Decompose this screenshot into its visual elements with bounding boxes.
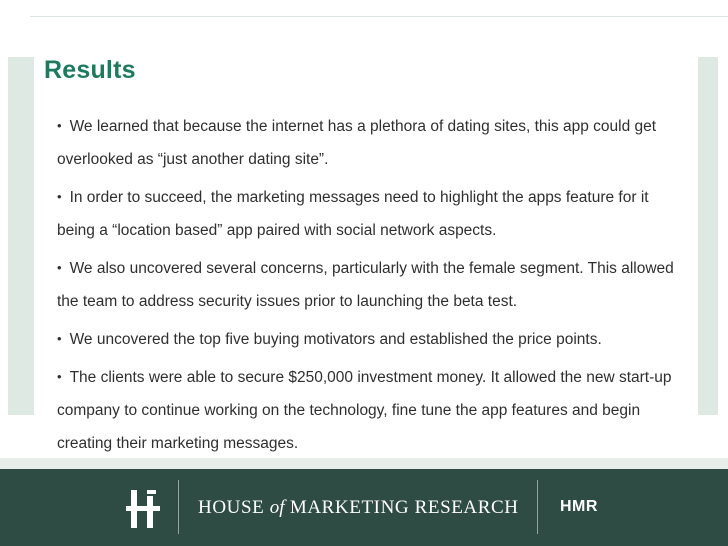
brand-name-part2: MARKETING RESEARCH (289, 497, 519, 518)
bullet-item (57, 109, 687, 176)
bullet-dot-icon: • (57, 260, 62, 275)
top-rule-line (30, 16, 728, 17)
bullet-dot-icon: • (57, 189, 62, 204)
bullet-item (57, 322, 687, 356)
brand-name-part1: HOUSE (198, 497, 265, 518)
bullet-text: The clients were able to secure $250,000 investment money. It allowed the new start-up company to continue working on the technology, fine tune the app features and begin creating their marketing messages. (57, 369, 672, 452)
bullet-dot-icon: • (57, 118, 62, 133)
footer-divider (537, 480, 538, 534)
bullet-item (57, 180, 687, 247)
brand-name (198, 497, 519, 519)
slide-title: Results (44, 56, 136, 84)
bullet-item (57, 251, 687, 318)
footer-divider (178, 480, 179, 534)
bullet-text: We uncovered the top five buying motivators and established the price points. (69, 331, 602, 348)
bullet-text: We also uncovered several concerns, particularly with the female segment. This allowed the team to address security issues prior to launching the beta test. (57, 260, 674, 310)
bullet-item (57, 360, 687, 460)
bullet-list (57, 109, 687, 464)
brand-abbreviation: HMR (560, 498, 598, 515)
bullet-dot-icon: • (57, 331, 62, 346)
hmr-h-monogram-icon (126, 488, 160, 530)
right-accent-stripe (698, 57, 718, 415)
top-rule (0, 0, 728, 24)
left-accent-stripe (8, 57, 34, 415)
brand-name-of: of (269, 497, 285, 518)
bullet-text: We learned that because the internet has a plethora of dating sites, this app could get overlooked as “just another dating site”. (57, 118, 657, 168)
bullet-text: In order to succeed, the marketing messages need to highlight the apps feature for it being a “location based” app paired with social network aspects. (57, 189, 649, 239)
footer-top-rule (0, 458, 728, 469)
bullet-dot-icon: • (57, 369, 62, 384)
